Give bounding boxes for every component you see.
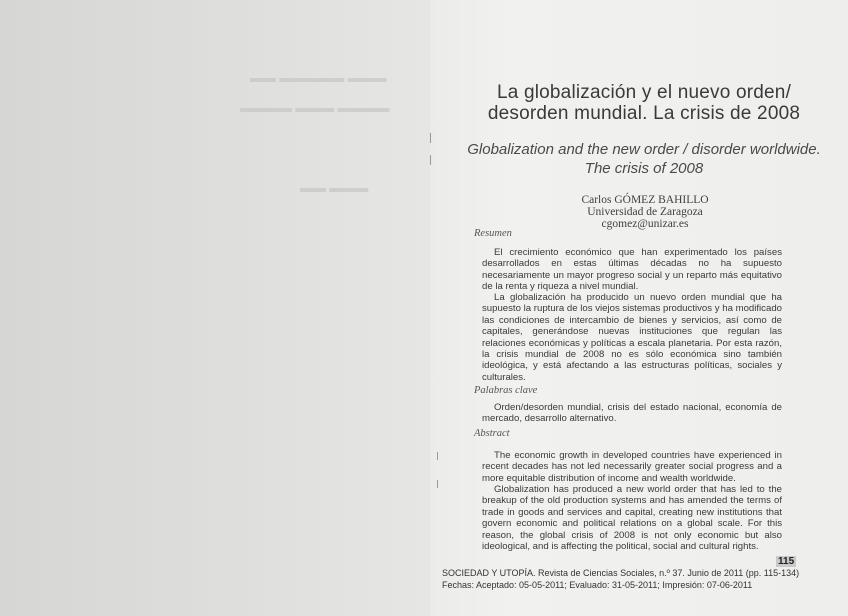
author-affiliation: Universidad de Zaragoza [587, 206, 703, 218]
article-title: La globalización y el nuevo orden/ desorden mundial. La crisis de 2008 [487, 82, 801, 124]
keywords-text: Orden/desorden mundial, crisis del estado nacional, economía de mercado, desarrollo alternativo. [482, 402, 782, 425]
author-name: Carlos GÓMEZ BAHILLO [581, 194, 709, 206]
journal-citation: SOCIEDAD Y UTOPÍA. Revista de Ciencias Sociales, n.º 37. Junio de 2011 (pp. 115-134) [442, 568, 800, 578]
bleed-through-text: ▬▬▬ ▬▬ [300, 180, 369, 195]
page-number: 115 [778, 556, 795, 567]
abstract-paragraph-2: Globalization has produced a new world order that has led to the breakup of the old production systems and has amended the terms of trade in goods and services and capital, creating new institutions that govern economic and political relations on a global scale. For this reason, the global crisis of 2008 is not only economic but also ideological, and is affecting the political, social and cultural rights. [482, 484, 782, 553]
author-email: cgomez@unizar.es [601, 218, 689, 230]
keywords-heading: Palabras clave [474, 385, 538, 396]
author-block [520, 194, 770, 230]
bleed-through-text: ▬▬▬ ▬▬▬▬▬ ▬▬ [250, 70, 387, 85]
resumen-paragraph-1: El crecimiento económico que han experimentado los países desarrollados en estas últimas décadas no ha supuesto necesariamente un mayor progreso social y un reparto más equitativo de la renta y riqueza a nivel mundial. [482, 247, 782, 293]
article-title-english: Globalization and the new order / disorder worldwide. The crisis of 2008 [467, 141, 821, 177]
bleed-through-text: ▬▬▬▬ ▬▬▬ ▬▬▬▬ [240, 100, 390, 115]
resumen-paragraph-2: La globalización ha producido un nuevo orden mundial que ha supuesto la ruptura de los viejos sistemas productivos y ha modificado las condiciones de intercambio de bienes y servicios, así como de capitales, generándose nuevas instituciones que regulan las relaciones económicas y políticas a escala planetaria. Por esta razón, la crisis mundial de 2008 no es sólo económica sino también ideológica, y está afectando a las estructuras políticas, sociales y culturales. [482, 292, 782, 383]
right-page [430, 0, 848, 616]
abstract-heading: Abstract [474, 428, 510, 439]
abstract-paragraph-1: The economic growth in developed countries have experienced in recent decades has not led necessarily greater social progress and a more equitable distribution of income and wealth worldwide. [482, 450, 782, 484]
article-dates: Fechas: Aceptado: 05-05-2011; Evaluado: 31-05-2011; Impresión: 07-06-2011 [442, 580, 753, 590]
resumen-heading: Resumen [474, 228, 512, 239]
